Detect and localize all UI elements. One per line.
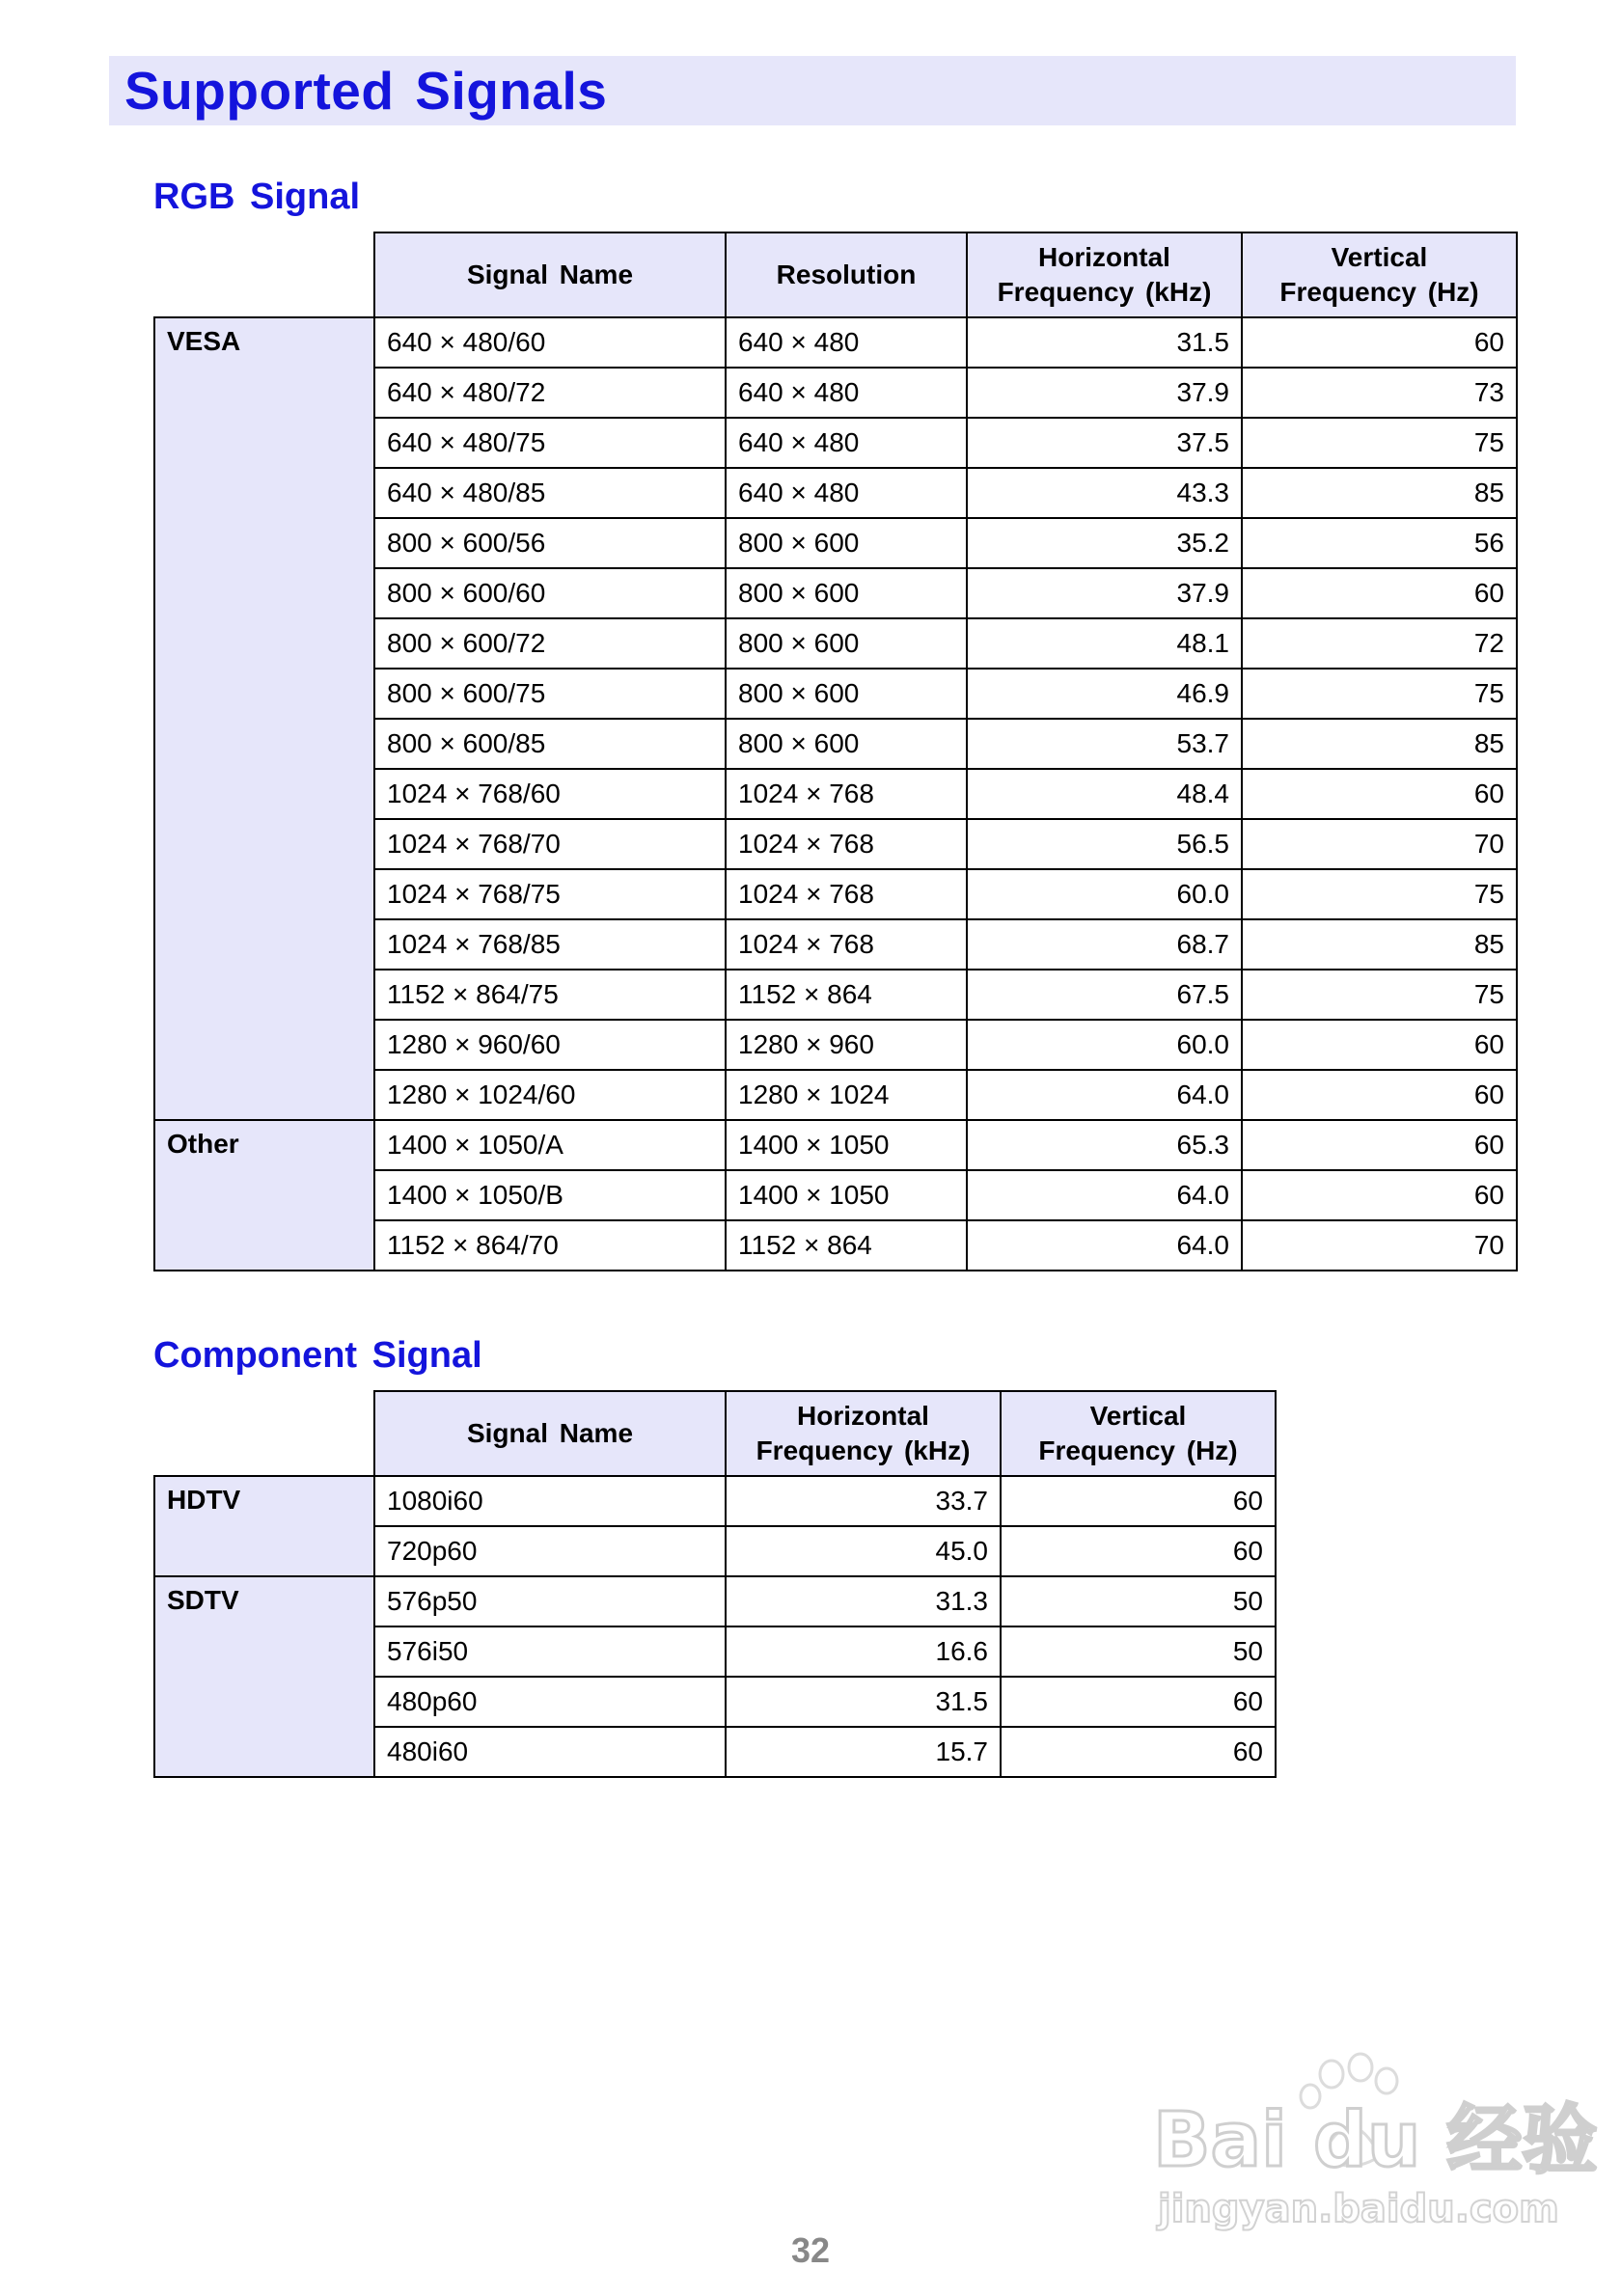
component-cell: 45.0 — [726, 1526, 1001, 1576]
rgb-cell: 85 — [1242, 468, 1517, 518]
rgb-cell: 1024 × 768/75 — [374, 869, 726, 919]
rgb-cell: 60 — [1242, 1020, 1517, 1070]
page-title: Supported Signals — [124, 61, 608, 121]
component-cell: 31.5 — [726, 1677, 1001, 1727]
rgb-header-horizontal-frequency: Horizontal Frequency (kHz) — [967, 232, 1242, 317]
rgb-header-resolution: Resolution — [726, 232, 967, 317]
component-cell: 60 — [1001, 1727, 1276, 1777]
page-number: 32 — [790, 2230, 831, 2270]
rgb-cell: 1280 × 1024 — [726, 1070, 967, 1120]
rgb-signal-table — [153, 232, 1518, 1271]
rgb-cell: 1400 × 1050 — [726, 1170, 967, 1220]
rgb-cell: 60.0 — [967, 1020, 1242, 1070]
rgb-cell: 75 — [1242, 418, 1517, 468]
rgb-cell: 640 × 480 — [726, 468, 967, 518]
component-cell: 480i60 — [374, 1727, 726, 1777]
rgb-cell: 1152 × 864 — [726, 1220, 967, 1271]
rgb-cell: 85 — [1242, 719, 1517, 769]
component-cell: 60 — [1001, 1476, 1276, 1526]
rgb-cell: 75 — [1242, 869, 1517, 919]
rgb-cell: 640 × 480 — [726, 368, 967, 418]
rgb-cell: 800 × 600/72 — [374, 618, 726, 669]
component-cell: 720p60 — [374, 1526, 726, 1576]
rgb-cell: 48.4 — [967, 769, 1242, 819]
rgb-cell: 60 — [1242, 568, 1517, 618]
rgb-cell: 48.1 — [967, 618, 1242, 669]
rgb-cell: 60 — [1242, 1170, 1517, 1220]
watermark-url: jingyan.baidu.com — [1158, 2187, 1559, 2231]
component-cell: 60 — [1001, 1526, 1276, 1576]
rgb-cell: 35.2 — [967, 518, 1242, 568]
rgb-cell: 800 × 600/85 — [374, 719, 726, 769]
rgb-cell: 60 — [1242, 1070, 1517, 1120]
rgb-cell: 75 — [1242, 970, 1517, 1020]
rgb-cell: 1024 × 768 — [726, 869, 967, 919]
component-cell: 15.7 — [726, 1727, 1001, 1777]
component-cell: 50 — [1001, 1576, 1276, 1626]
component-header-signal-name: Signal Name — [374, 1391, 726, 1476]
rgb-cell: 64.0 — [967, 1070, 1242, 1120]
rgb-cell: 640 × 480 — [726, 317, 967, 368]
rgb-cell: 60 — [1242, 769, 1517, 819]
rgb-cell: 800 × 600 — [726, 568, 967, 618]
component-header-row — [154, 1391, 1276, 1476]
rgb-cell: 1024 × 768/70 — [374, 819, 726, 869]
rgb-cell: 1400 × 1050/A — [374, 1120, 726, 1170]
rgb-cell: 800 × 600/56 — [374, 518, 726, 568]
component-header-horizontal-frequency: Horizontal Frequency (kHz) — [726, 1391, 1001, 1476]
rgb-cell: 37.9 — [967, 368, 1242, 418]
rgb-cell: 640 × 480/75 — [374, 418, 726, 468]
rgb-cell: 73 — [1242, 368, 1517, 418]
component-header-vertical-frequency: Vertical Frequency (Hz) — [1001, 1391, 1276, 1476]
rgb-cell: 800 × 600 — [726, 669, 967, 719]
component-group-label: HDTV — [154, 1476, 374, 1576]
rgb-cell: 72 — [1242, 618, 1517, 669]
rgb-cell: 1024 × 768 — [726, 819, 967, 869]
rgb-cell: 1400 × 1050/B — [374, 1170, 726, 1220]
rgb-table-row — [154, 1120, 1517, 1170]
rgb-cell: 640 × 480/72 — [374, 368, 726, 418]
rgb-cell: 1024 × 768 — [726, 769, 967, 819]
component-signal-table — [153, 1390, 1277, 1778]
rgb-header-blank — [154, 232, 374, 317]
rgb-cell: 800 × 600 — [726, 719, 967, 769]
rgb-cell: 800 × 600/75 — [374, 669, 726, 719]
component-cell: 60 — [1001, 1677, 1276, 1727]
rgb-cell: 70 — [1242, 819, 1517, 869]
title-bar — [109, 56, 1516, 125]
rgb-cell: 1280 × 960 — [726, 1020, 967, 1070]
rgb-group-label: VESA — [154, 317, 374, 1120]
baidu-jingyan-watermark — [1148, 2050, 1598, 2233]
component-signal-heading: Component Signal — [153, 1335, 482, 1376]
rgb-cell: 65.3 — [967, 1120, 1242, 1170]
rgb-header-row — [154, 232, 1517, 317]
rgb-cell: 1152 × 864/75 — [374, 970, 726, 1020]
rgb-cell: 56.5 — [967, 819, 1242, 869]
rgb-cell: 64.0 — [967, 1170, 1242, 1220]
rgb-cell: 67.5 — [967, 970, 1242, 1020]
rgb-cell: 37.9 — [967, 568, 1242, 618]
rgb-cell: 56 — [1242, 518, 1517, 568]
rgb-cell: 1400 × 1050 — [726, 1120, 967, 1170]
rgb-cell: 800 × 600 — [726, 618, 967, 669]
component-cell: 50 — [1001, 1626, 1276, 1677]
rgb-signal-heading: RGB Signal — [153, 177, 361, 217]
rgb-cell: 1024 × 768 — [726, 919, 967, 970]
component-cell: 576p50 — [374, 1576, 726, 1626]
watermark-brand: Bai du 经验 — [1153, 2097, 1598, 2184]
rgb-cell: 85 — [1242, 919, 1517, 970]
component-cell: 16.6 — [726, 1626, 1001, 1677]
rgb-cell: 60.0 — [967, 869, 1242, 919]
rgb-cell: 68.7 — [967, 919, 1242, 970]
component-cell: 480p60 — [374, 1677, 726, 1727]
rgb-cell: 1152 × 864/70 — [374, 1220, 726, 1271]
rgb-cell: 43.3 — [967, 468, 1242, 518]
rgb-cell: 37.5 — [967, 418, 1242, 468]
component-cell: 1080i60 — [374, 1476, 726, 1526]
rgb-header-vertical-frequency: Vertical Frequency (Hz) — [1242, 232, 1517, 317]
rgb-cell: 640 × 480 — [726, 418, 967, 468]
rgb-group-label: Other — [154, 1120, 374, 1271]
rgb-cell: 800 × 600/60 — [374, 568, 726, 618]
component-cell: 31.3 — [726, 1576, 1001, 1626]
rgb-cell: 46.9 — [967, 669, 1242, 719]
rgb-cell: 1280 × 1024/60 — [374, 1070, 726, 1120]
component-table-row — [154, 1576, 1276, 1626]
rgb-cell: 1024 × 768/60 — [374, 769, 726, 819]
rgb-cell: 31.5 — [967, 317, 1242, 368]
component-group-label: SDTV — [154, 1576, 374, 1777]
rgb-cell: 640 × 480/60 — [374, 317, 726, 368]
rgb-cell: 70 — [1242, 1220, 1517, 1271]
rgb-cell: 53.7 — [967, 719, 1242, 769]
rgb-cell: 60 — [1242, 317, 1517, 368]
rgb-table-row — [154, 317, 1517, 368]
rgb-header-signal-name: Signal Name — [374, 232, 726, 317]
rgb-cell: 75 — [1242, 669, 1517, 719]
rgb-cell: 64.0 — [967, 1220, 1242, 1271]
rgb-cell: 640 × 480/85 — [374, 468, 726, 518]
rgb-cell: 1280 × 960/60 — [374, 1020, 726, 1070]
rgb-cell: 800 × 600 — [726, 518, 967, 568]
component-table-row — [154, 1476, 1276, 1526]
rgb-cell: 1024 × 768/85 — [374, 919, 726, 970]
component-header-blank — [154, 1391, 374, 1476]
component-cell: 576i50 — [374, 1626, 726, 1677]
rgb-cell: 60 — [1242, 1120, 1517, 1170]
rgb-cell: 1152 × 864 — [726, 970, 967, 1020]
component-cell: 33.7 — [726, 1476, 1001, 1526]
